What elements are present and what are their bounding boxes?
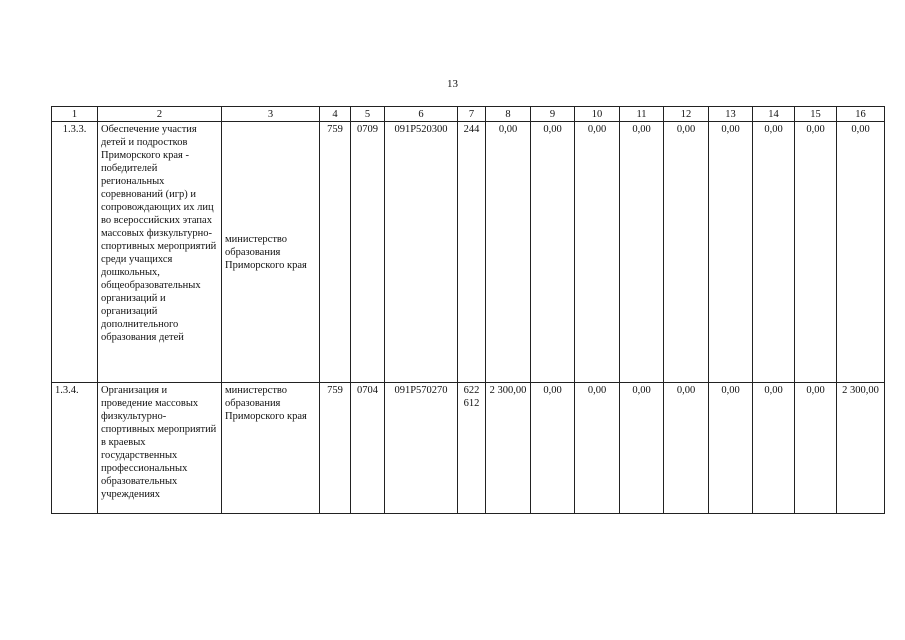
column-header: 8: [486, 107, 531, 122]
column-header: 13: [709, 107, 753, 122]
column-header: 9: [531, 107, 575, 122]
column-header: 14: [753, 107, 795, 122]
row-number-cell: 1.3.3.: [52, 122, 98, 383]
amount-cell: 0,00: [664, 122, 709, 383]
amount-cell: 0,00: [795, 383, 837, 514]
executor-cell: министерство образования Приморского края: [222, 383, 320, 514]
table-row: [52, 122, 885, 383]
table-row: [52, 383, 885, 514]
total-amount-cell: 0,00: [837, 122, 885, 383]
amount-cell: 2 300,00: [486, 383, 531, 514]
target-article-cell: 091P570270: [385, 383, 458, 514]
amount-cell: 0,00: [753, 383, 795, 514]
column-header: 7: [458, 107, 486, 122]
amount-cell: 0,00: [531, 122, 575, 383]
target-article-cell: 091P520300: [385, 122, 458, 383]
amount-cell: 0,00: [620, 122, 664, 383]
section-code-cell: 0709: [351, 122, 385, 383]
expense-type-cell: 622 612: [458, 383, 486, 514]
amount-cell: 0,00: [620, 383, 664, 514]
page-number: 13: [447, 78, 458, 90]
amount-cell: 0,00: [709, 122, 753, 383]
event-name-cell: Организация и проведение массовых физкультурно-спортивных мероприятий в краевых государственных профессиональных образовательных учреждениях: [98, 383, 222, 514]
amount-cell: 0,00: [664, 383, 709, 514]
column-header: 1: [52, 107, 98, 122]
amount-cell: 0,00: [575, 383, 620, 514]
column-header: 16: [837, 107, 885, 122]
row-number-cell: 1.3.4.: [52, 383, 98, 514]
event-name-cell: Обеспечение участия детей и подростков Приморского края - победителей региональных соревнований (игр) и сопровождающих их лиц во всероссийских этапах массовых физкультурно-спортивных мероприятий среди учащихся дошкольных, общеобразовательных организаций и организаций дополнительного образования детей: [98, 122, 222, 383]
grbs-cell: 759: [320, 122, 351, 383]
column-header: 6: [385, 107, 458, 122]
column-header: 10: [575, 107, 620, 122]
column-header: 11: [620, 107, 664, 122]
column-header: 4: [320, 107, 351, 122]
expense-type-cell: 244: [458, 122, 486, 383]
amount-cell: 0,00: [575, 122, 620, 383]
amount-cell: 0,00: [486, 122, 531, 383]
column-header: 3: [222, 107, 320, 122]
amount-cell: 0,00: [753, 122, 795, 383]
amount-cell: 0,00: [795, 122, 837, 383]
grbs-cell: 759: [320, 383, 351, 514]
amount-cell: 0,00: [709, 383, 753, 514]
column-header: 2: [98, 107, 222, 122]
column-header: 15: [795, 107, 837, 122]
total-amount-cell: 2 300,00: [837, 383, 885, 514]
amount-cell: 0,00: [531, 383, 575, 514]
column-header: 5: [351, 107, 385, 122]
executor-cell: министерство образования Приморского края: [222, 122, 320, 383]
column-header: 12: [664, 107, 709, 122]
section-code-cell: 0704: [351, 383, 385, 514]
budget-table: [51, 106, 885, 514]
header-row: [52, 107, 885, 122]
